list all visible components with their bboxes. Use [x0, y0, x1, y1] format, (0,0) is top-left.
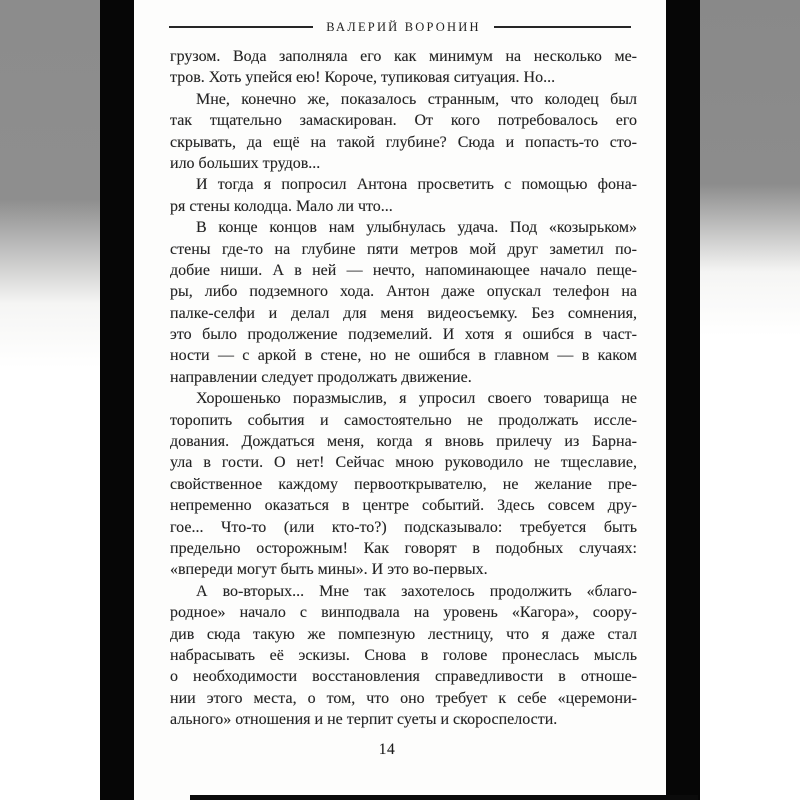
text-line: ря стены колодца. Мало ли что...: [170, 197, 393, 215]
text-line: А во-вторых... Мне так захотелось продолжить «благо-: [196, 582, 637, 600]
text-line: непременно оказаться в центре событий. Здесь совсем дру-: [170, 497, 637, 515]
text-line: ального» отношения и не терпит суеты и скороспелости.: [170, 711, 558, 729]
text-line: В конце концов нам улыбнулась удача. Под «козырьком»: [196, 219, 637, 237]
author-name: ВАЛЕРИЙ ВОРОНИН: [326, 20, 481, 34]
text-line: ры, либо подземного хода. Антон даже опускал телефон на: [170, 283, 637, 301]
text-line: грузом. Вода заполняла его как минимум на несколько ме-: [170, 48, 637, 65]
body-text: [170, 46, 637, 731]
scan-background-left: [0, 0, 100, 800]
running-header: [134, 20, 666, 34]
text-line: торопить события и самостоятельно не продолжать иссле-: [170, 411, 637, 429]
text-line: свойственное каждому первооткрывателю, не желание пре-: [170, 475, 637, 493]
text-line: набрасывать её эскизы. Снова в голове пронеслась мысль: [170, 646, 637, 664]
text-line: див сюда такую же помпезную лестницу, что я даже стал: [170, 625, 637, 643]
text-line: Хорошенько поразмыслив, я упросил своего товарища не: [196, 390, 637, 408]
page-edge-bottom: [190, 795, 698, 800]
scan-background-right: [700, 0, 800, 800]
text-line: ило больших трудов...: [170, 154, 321, 172]
text-line: ула в гости. О нет! Сейчас мною руководило не тщеславие,: [170, 454, 637, 472]
text-line: добие ниши. А в ней — нечто, напоминающее начало пеще-: [170, 261, 637, 279]
text-line: гое... Что-то (или кто-то?) подсказывало: требуется быть: [170, 518, 637, 536]
text-line: так тщательно замаскирован. От кого потребовалось его: [170, 112, 637, 130]
text-line: Мне, конечно же, показалось странным, что колодец был: [196, 90, 637, 108]
text-line: дования. Дождаться меня, когда я вновь прилечу из Барна-: [170, 433, 637, 451]
text-line: ности — с аркой в стене, но не ошибся в главном — в каком: [170, 347, 637, 365]
page-edge-left: [100, 0, 134, 800]
text-line: направлении следует продолжать движение.: [170, 368, 472, 386]
text-line: скрывать, да ещё на такой глубине? Сюда и попасть-то сто-: [170, 133, 637, 151]
text-line: родное» начало с винподвала на уровень «Кагора», соору-: [170, 604, 637, 622]
text-line: это было продолжение подземелий. И хотя я ошибся в част-: [170, 326, 637, 344]
text-line: предельно осторожным! Как говорят в подобных случаях:: [170, 539, 637, 557]
text-line: о необходимости восстановления справедливости в отноше-: [170, 668, 637, 686]
header-rule-right: [494, 26, 631, 28]
text-line: тров. Хоть упейся ею! Короче, тупиковая ситуация. Но...: [170, 69, 556, 87]
page-number: 14: [378, 741, 396, 758]
text-line: «впереди могут быть мины». И это во-первых.: [170, 561, 488, 579]
text-line: палке-селфи и делал для меня видеосъемку. Без сомнения,: [170, 304, 637, 322]
text-line: стены где-то на глубине пяти метров мой друг заметил по-: [170, 240, 637, 258]
text-line: нии этого места, о том, что оно требует к себе «церемони-: [170, 689, 637, 707]
text-line: И тогда я попросил Антона просветить с помощью фона-: [196, 176, 637, 194]
header-rule-left: [169, 26, 313, 28]
page-edge-right: [666, 0, 700, 800]
